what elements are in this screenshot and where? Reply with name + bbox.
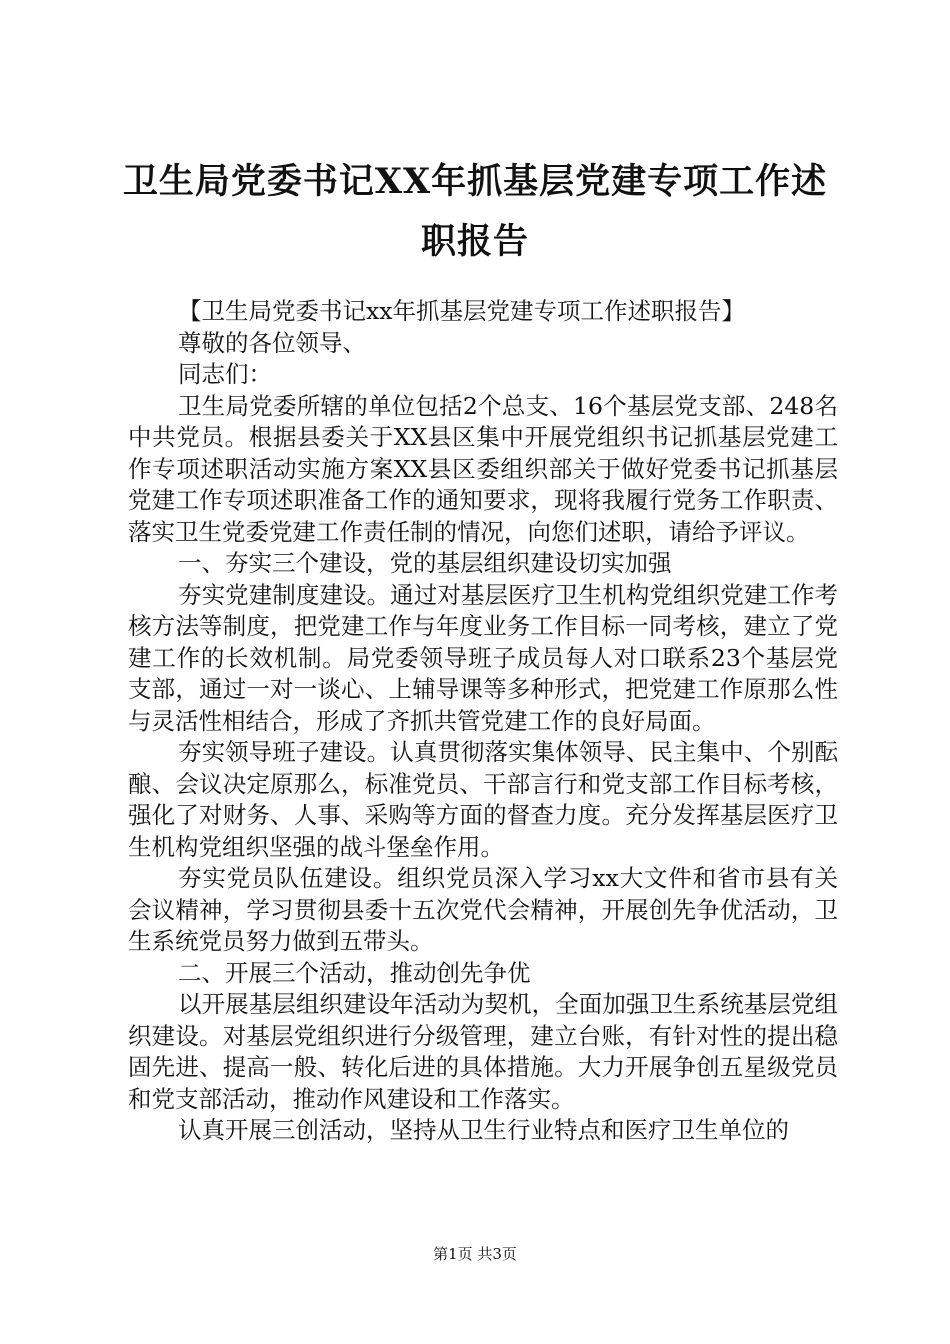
paragraph-intro: 卫生局党委所辖的单位包括2个总支、16个基层党支部、248名中共党员。根据县委关于XX县区集中开展党组织书记抓基层党建工作专项述职活动实施方案XX县区委组织部关于做好党委书记抓基层党建工作专项述职准备工作的通知要求，现将我履行党务工作职责、落实卫生党委党建工作责任制的情况，向您们述职，请给予评议。 <box>128 391 838 546</box>
paragraph-party-system: 夯实党建制度建设。通过对基层医疗卫生机构党组织党建工作考核方法等制度，把党建工作与年度业务工作目标一同考核，建立了党建工作的长效机制。局党委领导班子成员每人对口联系23个基层党支部，通过一对一谈心、上辅导课等多种形式，把党建工作原那么性与灵活性相结合，形成了齐抓共管党建工作的良好局面。 <box>128 580 838 735</box>
document-title-line-2: 职报告 <box>420 221 529 262</box>
paragraph-salutation-1: 尊敬的各位领导、 <box>178 328 366 357</box>
paragraph-salutation-2: 同志们： <box>178 360 272 388</box>
paragraph-report-heading: 【卫生局党委书记xx年抓基层党建专项工作述职报告】 <box>178 297 746 325</box>
paragraph-leadership: 夯实领导班子建设。认真贯彻落实集体领导、民主集中、个别酝酿、会议决定原那么，标准党员、干部言行和党支部工作目标考核，强化了对财务、人事、采购等方面的督查力度。充分发挥基层医疗卫生机构党组织坚强的战斗堡垒作用。 <box>128 738 838 861</box>
document-body <box>128 296 838 1147</box>
section-heading-2: 二、开展三个活动，推动创先争优 <box>178 958 531 987</box>
paragraph-three-creations: 认真开展三创活动，坚持从卫生行业特点和医疗卫生单位的 <box>178 1116 789 1144</box>
page-footer: 第1页 共3页 <box>433 1245 517 1263</box>
paragraph-member-team: 夯实党员队伍建设。组织党员深入学习xx大文件和省市县有关会议精神，学习贯彻县委十五次党代会精神，开展创先争优活动，卫生系统党员努力做到五带头。 <box>128 864 838 955</box>
section-heading-1: 一、夯实三个建设，党的基层组织建设切实加强 <box>178 549 672 577</box>
document-title-line-1: 卫生局党委书记XX年抓基层党建专项工作述 <box>122 161 828 202</box>
paragraph-org-building: 以开展基层组织建设年活动为契机，全面加强卫生系统基层党组织建设。对基层党组织进行分级管理，建立台账，有针对性的提出稳固先进、提高一般、转化后进的具体措施。大力开展争创五星级党员和党支部活动，推动作风建设和工作落实。 <box>128 990 838 1113</box>
